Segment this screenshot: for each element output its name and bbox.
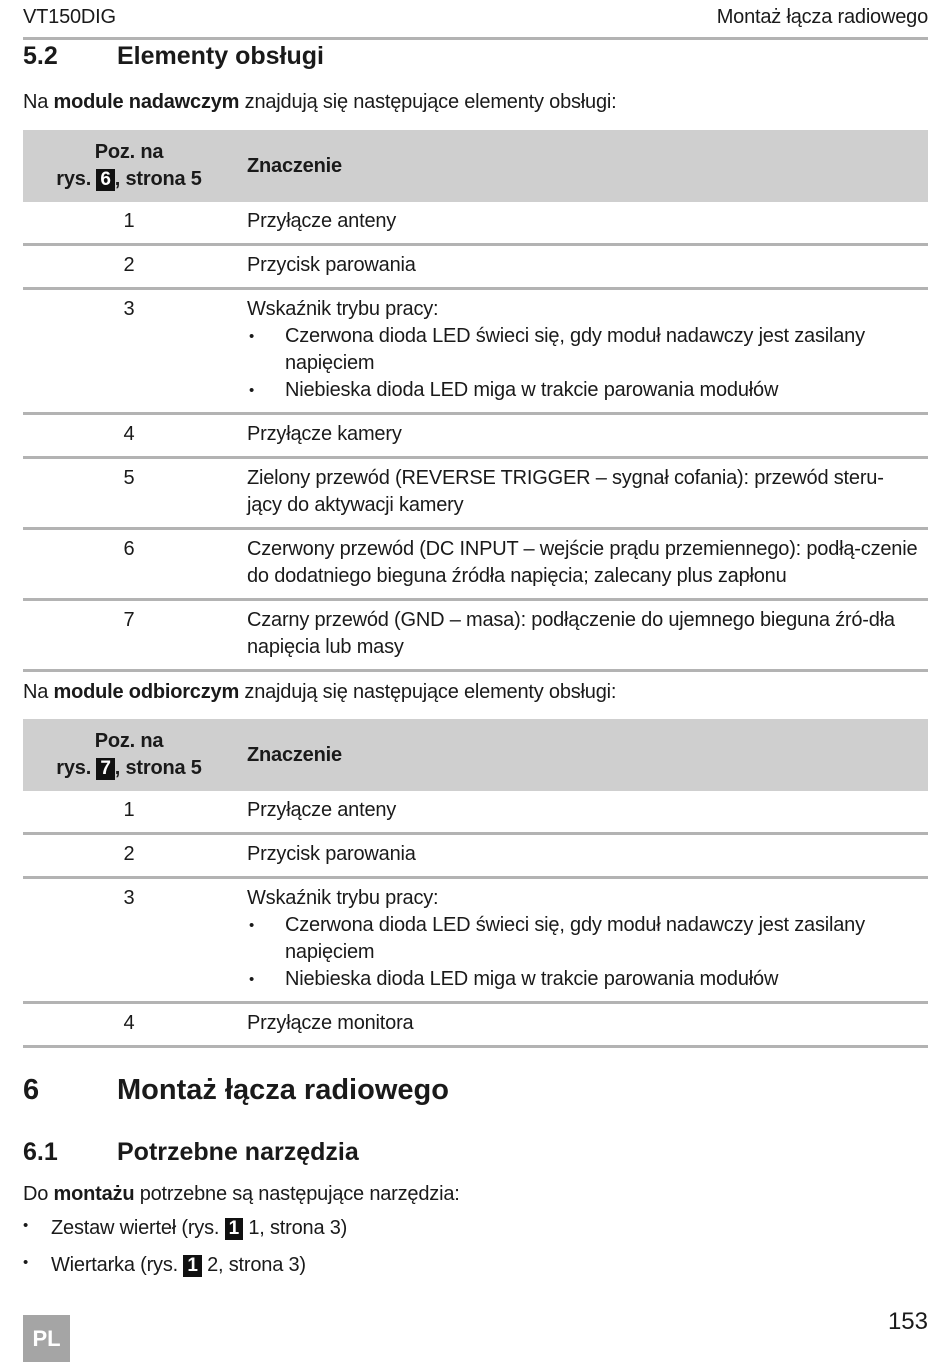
bullet-item: • Czerwona dioda LED świeci się, gdy moduł nadawczy jest zasilany napięciem [247,323,918,377]
header-line: Poz. na [94,730,164,752]
header-line: , strona 5 [114,757,202,779]
section-title: Montaż łącza radiowego [117,1074,449,1106]
figure-number-badge: 7 [96,758,114,780]
tools-list [23,1217,347,1291]
table-row [23,834,928,878]
figure-number-badge: 6 [96,169,114,191]
row-meaning: Czerwony przewód (DC INPUT – wejście prądu przemiennego): podłą-czenie do dodatniego bieguna źródła napięcia; zalecany plus zapłonu [235,529,928,600]
row-position: 1 [23,791,235,834]
section-number: 6.1 [23,1138,58,1166]
intro-bold: module odbiorczym [53,681,240,703]
table-row [23,414,928,458]
table-row [23,1003,928,1047]
column-header-position [23,719,235,791]
table-row [23,245,928,289]
row-position: 6 [23,529,235,600]
row-meaning: Zielony przewód (REVERSE TRIGGER – sygnał cofania): przewód steru-jący do aktywacji kamery [235,458,928,529]
row-position: 3 [23,289,235,414]
row-meaning-text: Wskaźnik trybu pracy: [247,298,439,320]
item-text: Wiertarka (rys. [51,1254,184,1276]
section-title: Potrzebne narzędzia [117,1138,359,1166]
row-position: 4 [23,414,235,458]
row-meaning [235,289,928,414]
header-line: rys. [56,168,97,190]
intro-text: Do [23,1183,54,1205]
tools-intro [23,1183,460,1206]
list-item [23,1254,347,1291]
row-meaning-text: Wskaźnik trybu pracy: [247,887,439,909]
intro-text: znajdują się następujące elementy obsługi: [239,91,617,113]
row-meaning: Przyłącze anteny [235,791,928,834]
section-title: Elementy obsługi [117,42,324,70]
item-text: Zestaw wierteł (rys. [51,1217,225,1239]
row-meaning: Przycisk parowania [235,834,928,878]
row-position: 5 [23,458,235,529]
bullet-item: • Niebieska dioda LED miga w trakcie parowania modułów [247,966,918,993]
intro-bold: montażu [53,1183,135,1205]
section-number: 6 [23,1074,40,1106]
figure-number-badge: 1 [183,1255,201,1277]
column-header-meaning: Znaczenie [235,130,928,202]
row-meaning: Przycisk parowania [235,245,928,289]
row-meaning: Przyłącze anteny [235,202,928,245]
table-header-row [23,130,928,202]
table-row [23,791,928,834]
header-rule [23,37,928,40]
section-number: 5.2 [23,42,58,70]
bullet-list [247,323,918,404]
header-chapter: Montaż łącza radiowego [716,6,928,28]
header-line: rys. [56,757,97,779]
row-position: 1 [23,202,235,245]
table-row [23,202,928,245]
row-position: 4 [23,1003,235,1047]
bullet-list [247,912,918,993]
column-header-position [23,130,235,202]
table-header-row [23,719,928,791]
intro-text: znajdują się następujące elementy obsługi: [239,681,617,703]
table-row [23,458,928,529]
table-row [23,878,928,1003]
item-text: 1, strona 3) [242,1217,348,1239]
running-header [23,6,928,34]
row-meaning [235,878,928,1003]
page-number: 153 [887,1308,928,1335]
item-text: 2, strona 3) [201,1254,306,1276]
table-row [23,600,928,671]
receiver-controls-table [23,719,928,1048]
figure-number-badge: 1 [225,1218,243,1240]
row-position: 2 [23,834,235,878]
intro-text: potrzebne są następujące narzędzia: [134,1183,460,1205]
row-position: 2 [23,245,235,289]
table-row [23,289,928,414]
transmitter-intro [23,91,616,114]
transmitter-controls-table [23,130,928,672]
row-meaning: Przyłącze monitora [235,1003,928,1047]
column-header-meaning: Znaczenie [235,719,928,791]
row-position: 3 [23,878,235,1003]
bullet-item: • Czerwona dioda LED świeci się, gdy moduł nadawczy jest zasilany napięciem [247,912,918,966]
header-line: Poz. na [94,141,164,163]
intro-text: Na [23,681,54,703]
list-item [23,1217,347,1254]
row-meaning: Czarny przewód (GND – masa): podłączenie do ujemnego bieguna źró-dła napięcia lub masy [235,600,928,671]
receiver-intro [23,681,616,704]
row-position: 7 [23,600,235,671]
intro-bold: module nadawczym [53,91,240,113]
header-line: , strona 5 [114,168,202,190]
row-meaning: Przyłącze kamery [235,414,928,458]
table-row [23,529,928,600]
bullet-item: • Niebieska dioda LED miga w trakcie parowania modułów [247,377,918,404]
language-badge: PL [23,1315,70,1362]
header-model: VT150DIG [23,6,116,28]
intro-text: Na [23,91,54,113]
